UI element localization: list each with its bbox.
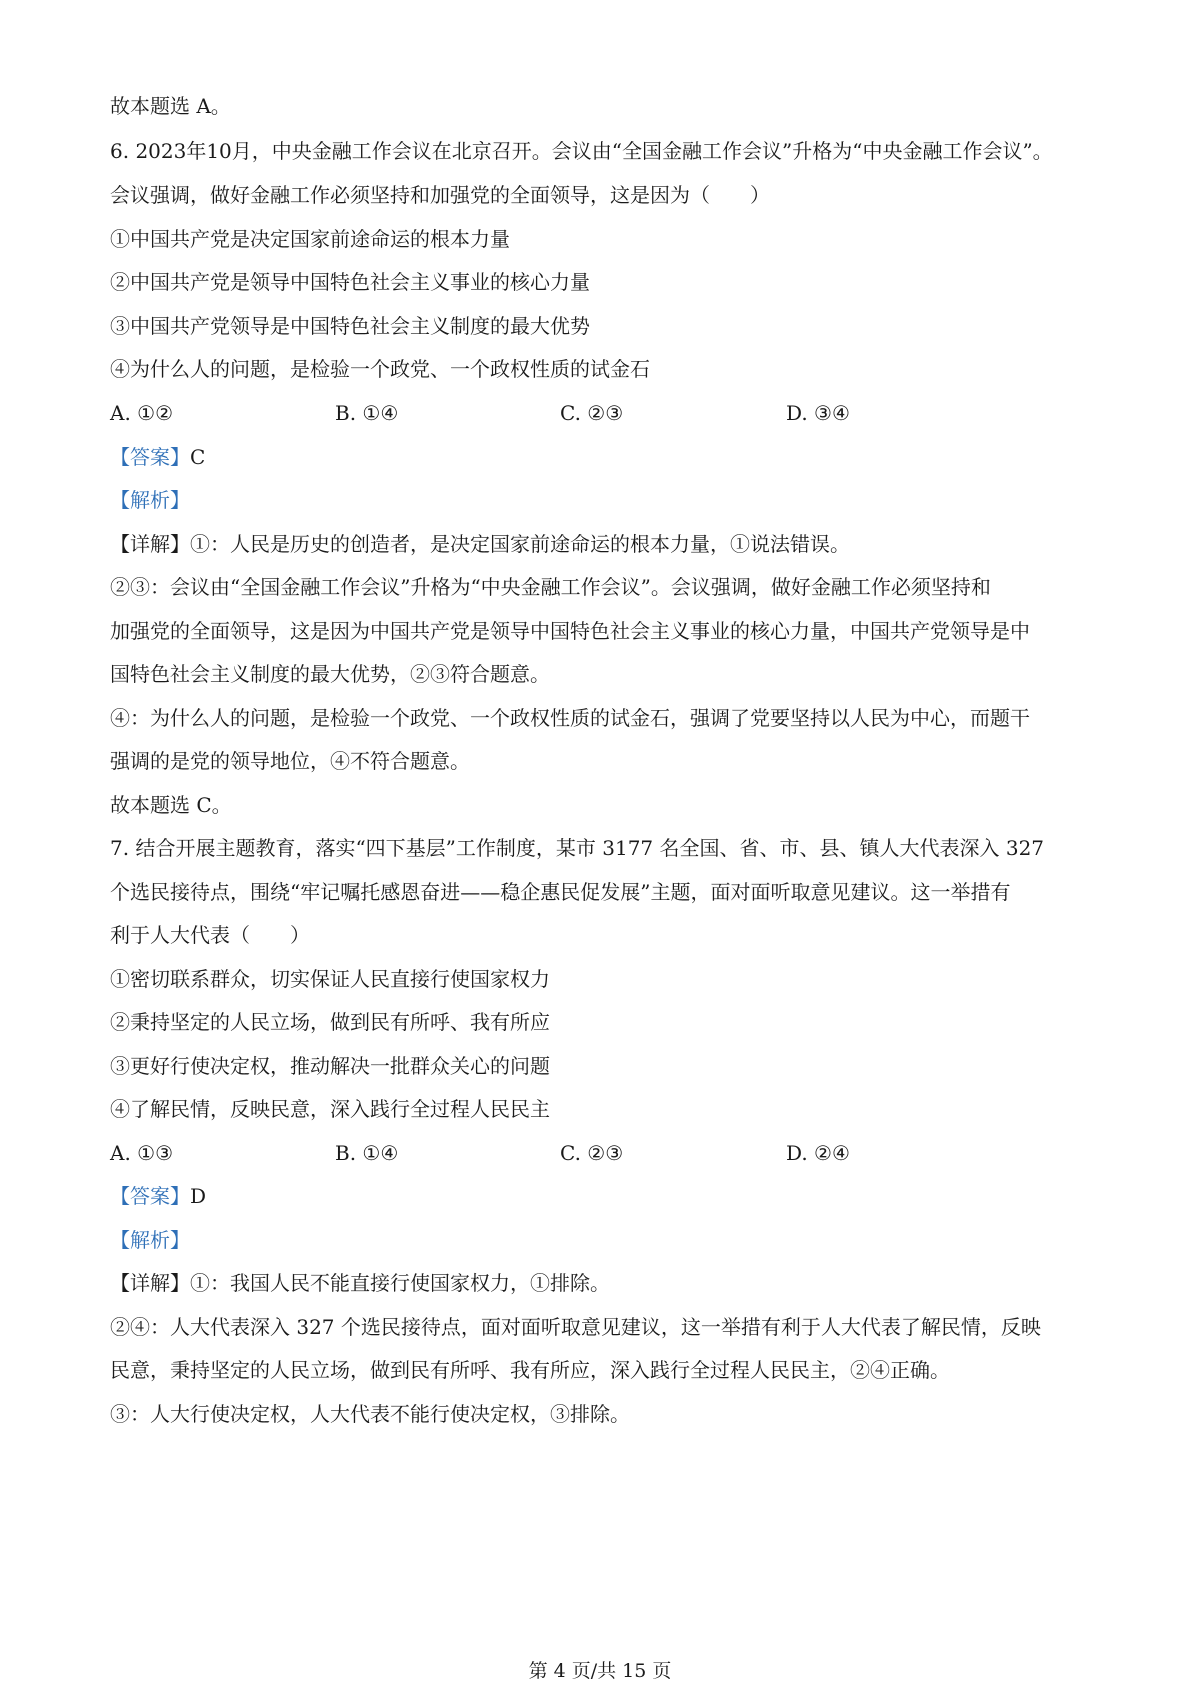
q6-statement-4: ④为什么人的问题，是检验一个政党、一个政权性质的试金石: [110, 357, 650, 381]
q6-statement-2: ②中国共产党是领导中国特色社会主义事业的核心力量: [110, 270, 590, 294]
analysis-tag: 【解析】: [110, 488, 190, 512]
answer-tag: 【答案】: [110, 445, 190, 469]
q6-option-b: B. ①④: [335, 401, 399, 425]
q7-detail-line-2: ②④：人大代表深入 327 个选民接待点，面对面听取意见建议，这一举措有利于人大代表了解民情，反映: [110, 1315, 1041, 1339]
q6-statement-1: ①中国共产党是决定国家前途命运的根本力量: [110, 227, 510, 251]
answer-value: C: [190, 445, 206, 469]
q7-option-a: A. ①③: [110, 1141, 174, 1165]
q7-analysis-tag: [110, 1226, 190, 1254]
q6-stem-line-2: 会议强调，做好金融工作必须坚持和加强党的全面领导，这是因为（ ）: [110, 183, 770, 207]
q7-stem-line-3: 利于人大代表（ ）: [110, 923, 310, 947]
q7-statement-3: ③更好行使决定权，推动解决一批群众关心的问题: [110, 1054, 550, 1078]
page-footer: 第 4 页/共 15 页: [528, 1660, 672, 1682]
detail-text: ①：我国人民不能直接行使国家权力，①排除。: [190, 1271, 610, 1295]
q6-detail-line-1: [110, 530, 850, 558]
q7-statement-4: ④了解民情，反映民意，深入践行全过程人民民主: [110, 1097, 550, 1121]
q6-statement-3: ③中国共产党领导是中国特色社会主义制度的最大优势: [110, 314, 590, 338]
analysis-tag: 【解析】: [110, 1228, 190, 1252]
q7-detail-line-3: 民意，秉持坚定的人民立场，做到民有所呼、我有所应，深入践行全过程人民民主，②④正确。: [110, 1358, 950, 1382]
detail-tag: 【详解】: [110, 532, 190, 556]
q7-detail-line-1: [110, 1269, 610, 1297]
q6-conclusion: 故本题选 C。: [110, 793, 232, 817]
q6-option-c: C. ②③: [560, 401, 624, 425]
q7-option-c: C. ②③: [560, 1141, 624, 1165]
q7-statement-1: ①密切联系群众，切实保证人民直接行使国家权力: [110, 967, 550, 991]
q6-stem-line-1: 6. 2023年10月，中央金融工作会议在北京召开。会议由“全国金融工作会议”升格为“中央金融工作会议”。: [110, 139, 1053, 163]
prev-conclusion: 故本题选 A。: [110, 94, 231, 118]
detail-tag: 【详解】: [110, 1271, 190, 1295]
q7-option-b: B. ①④: [335, 1141, 399, 1165]
answer-tag: 【答案】: [110, 1184, 190, 1208]
q7-stem-line-1: 7. 结合开展主题教育，落实“四下基层”工作制度，某市 3177 名全国、省、市、县、镇人大代表深入 327: [110, 836, 1045, 860]
q7-answer: [110, 1182, 206, 1210]
q7-option-d: D. ②④: [786, 1141, 850, 1165]
detail-text: ①：人民是历史的创造者，是决定国家前途命运的根本力量，①说法错误。: [190, 532, 850, 556]
q7-detail-line-4: ③：人大行使决定权，人大代表不能行使决定权，③排除。: [110, 1402, 630, 1426]
q6-answer: [110, 443, 205, 471]
q6-detail-line-3: 加强党的全面领导，这是因为中国共产党是领导中国特色社会主义事业的核心力量，中国共产党领导是中: [110, 619, 1030, 643]
q6-detail-line-2: ②③：会议由“全国金融工作会议”升格为“中央金融工作会议”。会议强调，做好金融工作必须坚持和: [110, 575, 991, 599]
q6-option-a: A. ①②: [110, 401, 174, 425]
q7-stem-line-2: 个选民接待点，围绕“牢记嘱托感恩奋进——稳企惠民促发展”主题，面对面听取意见建议。这一举措有: [110, 880, 1011, 904]
q6-option-d: D. ③④: [786, 401, 850, 425]
q6-detail-line-6: 强调的是党的领导地位，④不符合题意。: [110, 749, 470, 773]
q6-detail-line-4: 国特色社会主义制度的最大优势，②③符合题意。: [110, 662, 550, 686]
q6-analysis-tag: [110, 486, 190, 514]
q7-statement-2: ②秉持坚定的人民立场，做到民有所呼、我有所应: [110, 1010, 550, 1034]
answer-value: D: [190, 1184, 207, 1208]
q6-detail-line-5: ④：为什么人的问题，是检验一个政党、一个政权性质的试金石，强调了党要坚持以人民为中心，而题干: [110, 706, 1030, 730]
